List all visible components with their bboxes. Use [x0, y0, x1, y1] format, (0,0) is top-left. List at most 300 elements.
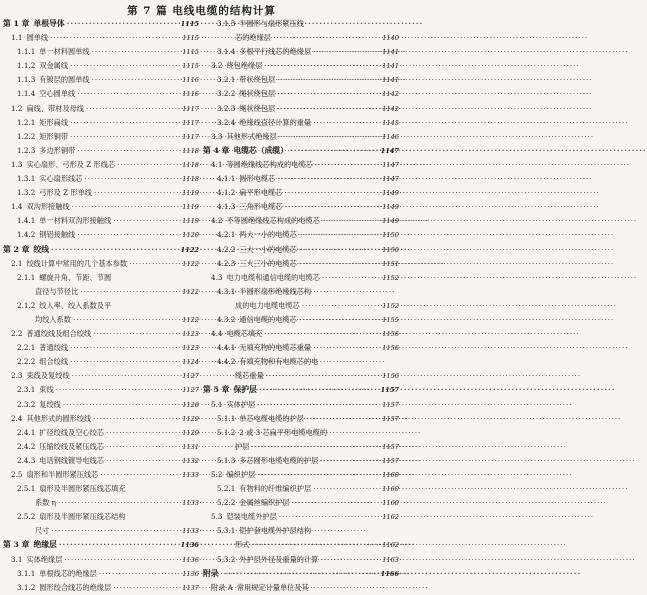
toc-entry [3, 313, 199, 327]
toc-entry-title: 扁线、带材及母线 [26, 103, 84, 113]
toc-entry-number: 5.1 [211, 399, 223, 409]
toc-entry-title: 无填充物的电缆芯重量 [239, 343, 312, 353]
toc-leader-dots [106, 454, 180, 468]
toc-entry-number: 附录 [203, 568, 219, 578]
toc-leader-dots [58, 496, 180, 510]
toc-entry-number: 1.1.1 [17, 47, 36, 57]
toc-entry-title: 钢铝接触线 [39, 230, 76, 240]
toc-entry-title: 压缩绞线及紧压线芯 [39, 441, 104, 451]
toc-entry-title: 金属丝编织护层 [239, 498, 290, 508]
toc-leader-dots [251, 538, 380, 552]
toc-entry-number: 1.2 [11, 103, 23, 113]
toc-entry [203, 482, 399, 496]
toc-entry-number: 2.3.2 [17, 399, 36, 409]
toc-entry [3, 17, 199, 31]
toc-page-number: 1133 [182, 471, 199, 479]
toc-page-number: 1119 [182, 203, 199, 212]
toc-entry-number: 5.1.2 [217, 427, 236, 437]
toc-entry [3, 398, 199, 412]
toc-entry [3, 369, 199, 383]
toc-page-number: 1117 [182, 104, 199, 113]
toc-page-number: 1128 [182, 400, 199, 409]
toc-page-number: 1118 [182, 160, 199, 169]
toc-entry-number: 3.3 [211, 131, 223, 141]
toc-entry [203, 59, 399, 73]
toc-page-number: 1141 [382, 62, 399, 71]
toc-leader-dots [257, 398, 380, 412]
toc-page-number: 1156 [382, 330, 399, 339]
toc-page-number: 1142 [382, 90, 399, 99]
toc-entry-title: 绞线 [33, 244, 50, 254]
toc-entry [3, 186, 199, 200]
toc-leader-dots [84, 172, 180, 186]
toc-entry-number: 2.4.1 [17, 427, 36, 437]
toc-entry-number: 4.1.2 [217, 188, 236, 198]
toc-leader-dots [277, 87, 380, 101]
toc-leader-dots [50, 31, 180, 45]
toc-leader-dots [117, 158, 180, 172]
toc-page-number: 1152 [382, 273, 399, 282]
toc-page-number: 1127 [182, 372, 199, 381]
toc-entry-number: 4.3 [211, 272, 223, 282]
toc-entry [203, 454, 399, 468]
toc-page-number: 1162 [382, 513, 399, 522]
toc-entry [203, 538, 399, 552]
toc-page-number: 1156 [382, 372, 399, 381]
toc-page-number: 1124 [182, 358, 199, 367]
toc-leader-dots [63, 398, 180, 412]
toc-leader-dots [72, 369, 181, 383]
toc-leader-dots [264, 59, 380, 73]
toc-entry [203, 257, 399, 271]
toc-entry-number: 2.4.3 [17, 455, 36, 465]
toc-page-number: 1115 [182, 34, 199, 43]
toc-entry [203, 369, 399, 383]
toc-entry-number: 2.5.2 [17, 512, 36, 522]
toc-entry [203, 214, 399, 228]
toc-page-number: 1141 [382, 76, 399, 85]
toc-page-number: 1133 [182, 499, 199, 508]
toc-leader-dots [284, 186, 380, 200]
toc-page-number: 1150 [382, 245, 399, 254]
toc-page-number: 1157 [380, 386, 399, 395]
toc-page-number: 1157 [382, 442, 399, 451]
toc-entry-title: 扇形及半圆形紧压线芯结构 [39, 512, 126, 522]
toc-entry-number: 1.4 [11, 202, 23, 212]
toc-entry-title: 扇形及半圆形紧压线芯填充 [39, 484, 126, 494]
toc-page-number: 1155 [382, 315, 399, 324]
toc-leader-dots [315, 158, 381, 172]
toc-entry [203, 200, 399, 214]
toc-leader-dots [313, 482, 380, 496]
toc-right-column [203, 17, 399, 595]
toc-entry [3, 426, 199, 440]
toc-page-number: 1141 [382, 48, 399, 57]
toc-entry-title: 半圆形扇形绝缘线芯构 [239, 286, 312, 296]
toc-entry-title: 多边形铜带 [39, 145, 76, 155]
toc-page-number: 1146 [382, 132, 399, 141]
toc-entry-number: 2.4.2 [17, 441, 36, 451]
toc-leader-dots [73, 313, 180, 327]
toc-leader-dots [51, 243, 179, 257]
toc-entry-title: 绳状绕包层 [239, 89, 276, 99]
toc-entry-title: 扁平形电缆芯 [239, 188, 283, 198]
toc-entry [3, 538, 199, 552]
toc-entry-number: 1.1 [11, 33, 23, 43]
toc-entry [203, 172, 399, 186]
toc-leader-dots [106, 440, 180, 454]
toc-entry-number: 3.2.1 [217, 75, 236, 85]
toc-entry-number: 1.4.1 [17, 216, 36, 226]
toc-entry [3, 581, 199, 595]
toc-entry-title: 保护层 [233, 385, 257, 395]
toc-entry-number: 5.3.2 [217, 554, 236, 564]
toc-page-number: 1147 [380, 146, 399, 155]
toc-entry-number: 5.2.1 [217, 484, 236, 494]
toc-entry-title: 形式 [235, 540, 250, 550]
toc-entry-title: 多芯圆形电缆电缆的护层 [239, 455, 319, 465]
toc-entry-title: 螺旋升角、节距、节圆 [39, 272, 112, 282]
toc-page-number: 1131 [182, 442, 199, 451]
toc-page-number: 1120 [182, 231, 199, 240]
toc-entry [3, 59, 199, 73]
toc-entry [3, 383, 199, 397]
toc-entry-title: 护层 [235, 441, 250, 451]
toc-page-number: 1118 [182, 146, 199, 155]
toc-entry-title: 其他形式的圆形绞线 [26, 413, 92, 423]
toc-leader-dots [277, 172, 380, 186]
toc-leader-dots [77, 144, 180, 158]
toc-page-number: 1127 [182, 386, 199, 395]
toc-entry-title: 电缆芯（成缆） [233, 145, 289, 155]
toc-leader-dots [277, 102, 380, 116]
toc-entry-title: 2 或 3 芯扁平形电缆电缆的 [239, 427, 328, 437]
toc-entry [3, 257, 199, 271]
toc-entry [203, 581, 399, 595]
toc-page-number: 1118 [182, 175, 199, 184]
toc-entry-number: 第 5 章 [203, 385, 230, 395]
toc-entry-number: 1.2.3 [17, 145, 36, 155]
toc-entry [3, 299, 199, 313]
toc-entry [203, 228, 399, 242]
toc-entry [203, 186, 399, 200]
toc-entry-number: 2.5.1 [17, 484, 36, 494]
toc-entry-title: 系数 η [35, 498, 56, 508]
toc-entry-title: 半圆形与扇形紧压线 [239, 19, 304, 28]
toc-leader-dots [70, 116, 180, 130]
toc-entry-number: 2.4 [11, 413, 23, 423]
toc-leader-dots [59, 538, 179, 552]
toc-entry-number: 4.2 [211, 216, 223, 226]
toc-entry [203, 398, 399, 412]
toc-entry-number: 1.1.2 [17, 61, 36, 71]
toc-entry [203, 243, 399, 257]
toc-page-number: 1122 [180, 245, 199, 254]
toc-entry-number: 4.1 [211, 159, 223, 169]
toc-entry-title: 电力电缆和通信电缆的电缆芯 [226, 272, 320, 282]
toc-leader-dots [320, 553, 380, 567]
toc-entry [203, 327, 399, 341]
toc-entry-number: 2.3.1 [17, 385, 36, 395]
toc-entry [203, 73, 399, 87]
toc-leader-dots [266, 369, 380, 383]
toc-entry-number: 4.2.3 [217, 258, 236, 268]
toc-entry [203, 440, 399, 454]
toc-entry [203, 299, 399, 313]
toc-entry [3, 341, 199, 355]
toc-page-number: 1122 [182, 287, 199, 296]
toc-leader-dots [113, 214, 180, 228]
toc-entry-title: 三大一小的电缆芯 [239, 244, 297, 254]
toc-entry-title: 圆形绞合线芯的绝缘层 [39, 582, 112, 592]
toc-entry-title: 多根平行线芯的绝缘层 [239, 47, 312, 57]
toc-entry [203, 383, 399, 397]
toc-page-number: 1147 [382, 160, 399, 169]
toc-entry-number: 4.4 [211, 329, 223, 339]
toc-entry-title: 有填充物和有电缆芯的电 [239, 357, 319, 367]
toc-leader-dots [113, 581, 180, 595]
toc-entry-number: 3.1.4 [217, 47, 236, 57]
toc-leader-dots [299, 243, 380, 257]
toc-page-number: 1151 [382, 259, 399, 268]
toc-entry [203, 426, 399, 440]
toc-page-number: 1163 [382, 555, 399, 564]
toc-page-number: 1116 [182, 90, 199, 99]
toc-entry [203, 524, 399, 538]
toc-page-number: 1122 [182, 259, 199, 268]
toc-entry [203, 130, 399, 144]
toc-leader-dots [70, 341, 180, 355]
toc-entry-title: 通信电缆的电缆芯 [239, 314, 297, 324]
toc-entry-title: 成的电力电缆电缆芯 [235, 300, 300, 310]
toc-leader-dots [279, 510, 380, 524]
toc-leader-dots [284, 200, 380, 214]
toc-leader-dots [273, 31, 380, 45]
toc-entry-number: 4.3.1 [217, 286, 236, 296]
toc-page-number: 1122 [182, 315, 199, 324]
toc-entry [3, 214, 199, 228]
toc-entry-title: 其他形式绝缘层 [226, 131, 277, 141]
toc-entry [3, 327, 199, 341]
toc-entry-number: 3.2.4 [217, 117, 236, 127]
toc-page-number: 1117 [182, 132, 199, 141]
toc-leader-dots [99, 567, 180, 581]
toc-leader-dots [251, 440, 380, 454]
toc-leader-dots [299, 313, 380, 327]
toc-leader-dots [100, 468, 180, 482]
toc-page-number: 1142 [382, 104, 399, 113]
toc-entry [203, 144, 399, 158]
toc-entry-number: 3.1.2 [17, 582, 36, 592]
toc-page-number: 1162 [382, 541, 399, 550]
toc-entry-title: 组合绞线 [39, 357, 69, 367]
toc-leader-dots [257, 468, 380, 482]
toc-leader-dots [67, 17, 179, 31]
toc-entry-title: 弓形及 Z 形单线 [39, 188, 92, 198]
toc-entry [3, 172, 199, 186]
toc-entry-number: 3.2.3 [217, 103, 236, 113]
toc-entry-number: 2.1.1 [17, 272, 36, 282]
toc-entry-title: 均绞入系数 [35, 314, 71, 324]
toc-entry-title: 铠装电缆外护层 [226, 512, 277, 522]
toc-leader-dots [302, 299, 381, 313]
toc-page-number: 1160 [382, 499, 399, 508]
toc-leader-dots [94, 186, 180, 200]
toc-entry-number: 第 3 章 [3, 540, 30, 550]
toc-entry-number: 3.1 [11, 554, 23, 564]
toc-entry [3, 87, 199, 101]
toc-entry [3, 553, 199, 567]
toc-entry [3, 496, 199, 510]
toc-leader-dots [77, 228, 180, 242]
toc-entry-number: 4.2.2 [217, 244, 236, 254]
toc-page-number: 1129 [182, 414, 199, 423]
toc-entry [3, 510, 199, 524]
toc-entry-number: 2.2.2 [17, 357, 36, 367]
toc-entry [203, 496, 399, 510]
toc-entry [3, 158, 199, 172]
toc-entry-title: 缆芯重量 [235, 371, 264, 381]
toc-entry-number: 1.3.2 [17, 188, 36, 198]
toc-entry-number: 4.1.1 [217, 174, 236, 184]
toc-entry-title: 绕包绝缘层 [226, 61, 263, 71]
toc-entry-number: 4.4.2 [217, 357, 236, 367]
toc-entry-title: 有镀层的圆单线 [39, 75, 90, 85]
toc-entry-number: 3.2.2 [217, 89, 236, 99]
toc-entry [203, 17, 399, 31]
toc-entry-title: 三大三小的电缆芯 [239, 258, 297, 268]
toc-entry [203, 510, 399, 524]
toc-entry-number: 1.2.2 [17, 131, 36, 141]
toc-entry-title: 绳状绕包层 [239, 103, 276, 113]
toc-entry-number: 附录 A [211, 582, 233, 592]
toc-page-number: 1129 [182, 428, 199, 437]
toc-entry [3, 200, 199, 214]
toc-entry-title: 实心扇形、弓形及 Z 形线芯 [26, 159, 116, 169]
toc-entry-title: 铠护套电缆外护层结构 [239, 526, 312, 536]
toc-entry-title: 实体护层 [226, 399, 256, 409]
toc-page-number: 1166 [380, 569, 399, 578]
toc-entry-number: 2.2.1 [17, 343, 36, 353]
toc-entry [203, 45, 399, 59]
toc-entry-title: 单一材料圆单线 [39, 47, 90, 57]
toc-entry-title: 电话钢线镀导电线芯 [39, 455, 104, 465]
toc-entry-number: 4.2.1 [217, 230, 236, 240]
toc-page-number: 1137 [182, 583, 199, 592]
toc-entry-title: 矩形扁线 [39, 117, 69, 127]
toc-entry [3, 468, 199, 482]
toc-entry [3, 285, 199, 299]
toc-entry [3, 355, 199, 369]
toc-entry [203, 271, 399, 285]
toc-leader-dots [264, 327, 380, 341]
toc-entry-title: 绝缘层 [33, 540, 57, 550]
toc-entry-title: 绞入率、绞入系数及平 [39, 300, 112, 310]
toc-entry-title: 不等圆绝缘线芯构成的电缆芯 [226, 216, 320, 226]
toc-leader-dots [70, 59, 180, 73]
toc-leader-dots [313, 116, 380, 130]
toc-page-number: 1136 [182, 569, 199, 578]
toc-entry-title: 直径与节径比 [35, 286, 79, 296]
toc-entry-title: 带状绕包层 [239, 75, 276, 85]
toc-entry [3, 454, 199, 468]
toc-page-number: 1115 [180, 20, 199, 28]
toc-page-number: 1157 [382, 414, 399, 423]
toc-entry-number: 第 2 章 [3, 244, 30, 254]
toc-entry-number: 5.3.1 [217, 526, 236, 536]
toc-entry-title: 束线及复绞线 [26, 371, 70, 381]
toc-entry-title: 单芯电缆电缆的护层 [239, 413, 304, 423]
toc-entry-number: 2.5 [11, 470, 23, 479]
toc-entry-title: 圆单线 [26, 33, 49, 43]
toc-leader-dots [277, 73, 380, 87]
toc-leader-dots [306, 412, 380, 426]
toc-leader-dots [93, 327, 180, 341]
toc-page-number: 1133 [182, 527, 199, 536]
toc-entry [203, 468, 399, 482]
toc-entry [203, 412, 399, 426]
toc-entry-title: 尺寸 [35, 526, 50, 536]
toc-entry [3, 116, 199, 130]
toc-entry-title: 复绞线 [39, 399, 61, 409]
toc-entry-number: 5.1.3 [217, 455, 236, 465]
toc-entry-title: 束线 [39, 385, 54, 395]
toc-entry [203, 87, 399, 101]
toc-entry [203, 31, 399, 45]
toc-entry-number: 1.1.4 [17, 89, 36, 99]
toc-page-number: 1136 [180, 541, 199, 550]
toc-page-number: 1160 [382, 471, 399, 479]
toc-leader-dots [86, 102, 180, 116]
toc-entry-number: 第 1 章 [3, 19, 30, 28]
toc-entry-title: 常用规定计量单位及其 [236, 582, 309, 592]
toc-leader-dots [313, 341, 380, 355]
toc-leader-dots [313, 45, 380, 59]
toc-entry-title: 绝缘线直径计算的重量 [239, 117, 312, 127]
toc-leader-dots [292, 496, 381, 510]
toc-entry-title: 单根线芯的绝缘层 [39, 568, 97, 578]
toc-entry [3, 524, 199, 538]
toc-entry-number: 第 4 章 [203, 145, 230, 155]
toc-entry-number: 5.3 [211, 512, 223, 522]
toc-page-number: 1117 [182, 118, 199, 127]
toc-leader-dots [259, 383, 379, 397]
toc-leader-dots [70, 355, 180, 369]
toc-page-number: 1119 [182, 189, 199, 198]
toc-entry [3, 144, 199, 158]
toc-entry-title: 矩形铜带 [39, 131, 69, 141]
toc-page-number: 1132 [182, 456, 199, 465]
toc-entry-number: 4.4.1 [217, 343, 236, 353]
toc-page-number: 1123 [182, 330, 199, 339]
toc-entry [3, 228, 199, 242]
toc-entry [203, 116, 399, 130]
toc-page-number: 1116 [182, 76, 199, 85]
toc-entry [3, 73, 199, 87]
toc-entry-title: 普通绞线 [39, 343, 69, 353]
toc-entry-number: 4.1.3 [217, 202, 236, 212]
toc-entry-number: 5.1.1 [217, 413, 236, 423]
toc-leader-dots [299, 228, 380, 242]
toc-page-number: 1140 [382, 34, 399, 43]
toc-entry [3, 482, 199, 496]
toc-entry-number: 2.1.2 [17, 300, 36, 310]
toc-leader-dots [51, 524, 180, 538]
toc-entry-title: 绞线计算中常用的几个基本参数 [26, 258, 128, 268]
toc-leader-dots [129, 257, 180, 271]
toc-entry [3, 102, 199, 116]
toc-entry-title: 实心扇形线芯 [39, 174, 83, 184]
